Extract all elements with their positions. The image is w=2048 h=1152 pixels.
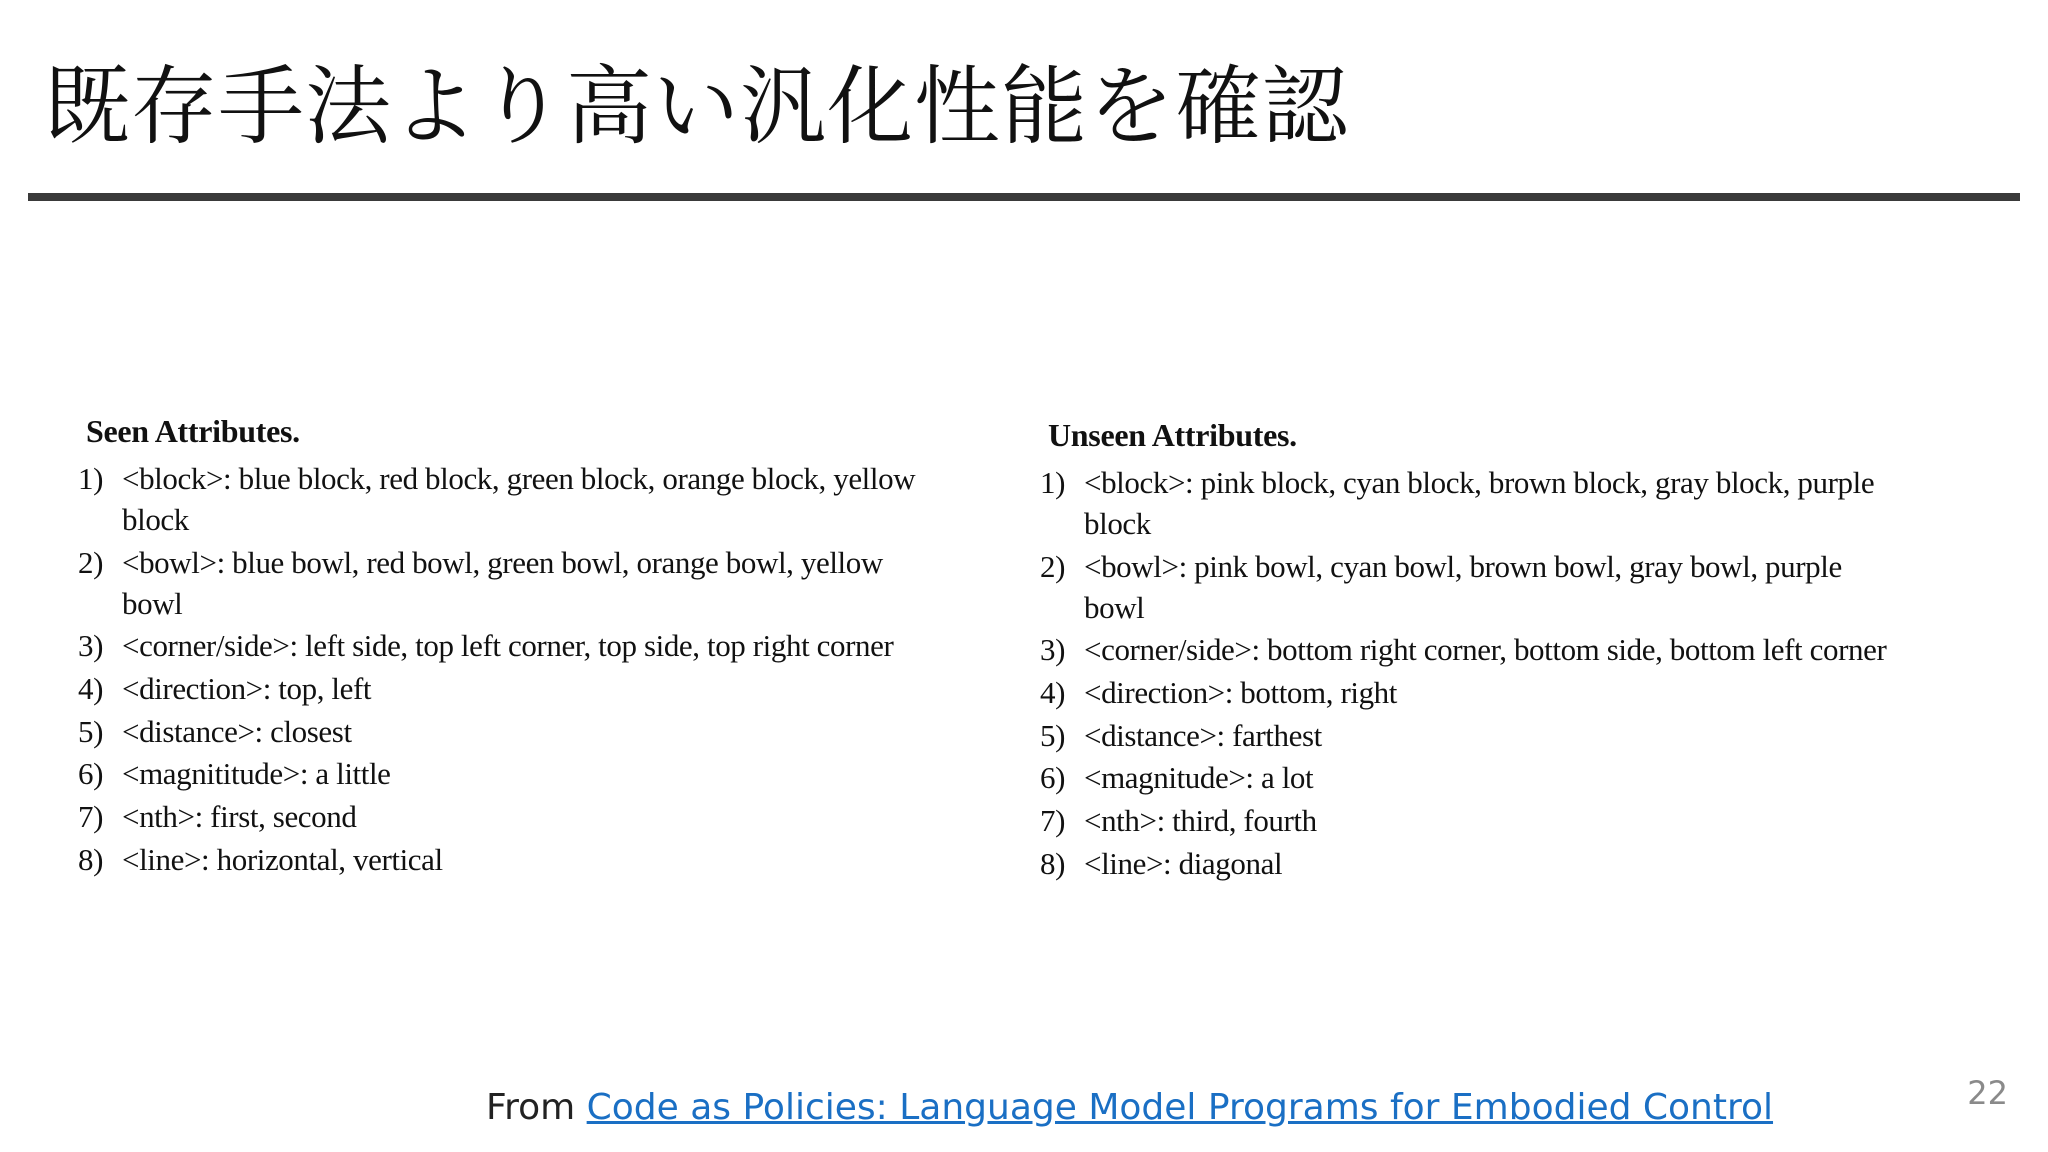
slide-title: 既存手法より高い汎化性能を確認 bbox=[44, 57, 1349, 157]
item-number: 1) bbox=[78, 461, 104, 496]
title-divider bbox=[28, 193, 2020, 201]
item-number: 3) bbox=[1040, 632, 1066, 668]
item-text: <corner/side>: bottom right corner, bottom side, bottom left corner bbox=[1084, 632, 1887, 668]
item-number: 2) bbox=[1040, 548, 1066, 584]
item-text: <direction>: bottom, right bbox=[1084, 675, 1397, 711]
list-item bbox=[78, 796, 938, 837]
citation-prefix: From bbox=[486, 1087, 587, 1128]
item-text: <magnitude>: a lot bbox=[1084, 760, 1314, 796]
item-number: 6) bbox=[1040, 760, 1066, 796]
list-item bbox=[1040, 546, 1900, 628]
list-item bbox=[78, 753, 938, 794]
list-item bbox=[1040, 757, 1900, 798]
unseen-attributes-panel bbox=[1040, 414, 1900, 886]
list-item bbox=[78, 711, 938, 752]
item-text: <block>: pink block, cyan block, brown block, gray block, purple block bbox=[1084, 465, 1875, 541]
item-number: 7) bbox=[1040, 803, 1066, 839]
seen-attributes-list bbox=[78, 458, 938, 880]
paper-link[interactable]: Code as Policies: Language Model Programs for Embodied Control bbox=[586, 1087, 1774, 1128]
item-number: 5) bbox=[78, 713, 104, 749]
item-number: 7) bbox=[78, 799, 104, 835]
item-number: 4) bbox=[1040, 675, 1066, 711]
list-item bbox=[1040, 843, 1900, 884]
item-number: 8) bbox=[78, 841, 104, 877]
item-text: <distance>: closest bbox=[122, 713, 352, 749]
item-text: <nth>: third, fourth bbox=[1084, 803, 1317, 839]
list-item bbox=[1040, 800, 1900, 841]
list-item bbox=[78, 458, 938, 540]
unseen-attributes-list bbox=[1040, 462, 1900, 884]
item-number: 2) bbox=[78, 544, 104, 580]
item-text: <line>: diagonal bbox=[1084, 845, 1283, 881]
item-number: 4) bbox=[78, 671, 104, 707]
seen-attributes-panel bbox=[78, 410, 938, 882]
item-text: <bowl>: blue bowl, red bowl, green bowl, orange bowl, yellow bowl bbox=[122, 544, 883, 621]
list-item bbox=[78, 668, 938, 709]
item-text: <bowl>: pink bowl, cyan bowl, brown bowl, gray bowl, purple bowl bbox=[1084, 548, 1842, 625]
item-number: 5) bbox=[1040, 717, 1066, 753]
item-text: <block>: blue block, red block, green block, orange block, yellow block bbox=[122, 461, 916, 537]
list-item bbox=[78, 542, 938, 624]
item-text: <line>: horizontal, vertical bbox=[122, 841, 443, 877]
list-item bbox=[78, 625, 938, 666]
item-text: <direction>: top, left bbox=[122, 671, 372, 707]
item-text: <magnititude>: a little bbox=[122, 756, 391, 792]
unseen-attributes-heading: Unseen Attributes. bbox=[1048, 417, 1297, 453]
item-number: 3) bbox=[78, 628, 104, 664]
list-item bbox=[1040, 715, 1900, 756]
list-item bbox=[78, 839, 938, 880]
list-item bbox=[1040, 462, 1900, 544]
item-text: <nth>: first, second bbox=[122, 799, 357, 835]
item-number: 8) bbox=[1040, 845, 1066, 881]
list-item bbox=[1040, 629, 1900, 670]
item-number: 1) bbox=[1040, 465, 1066, 500]
seen-attributes-heading: Seen Attributes. bbox=[86, 413, 300, 449]
item-text: <distance>: farthest bbox=[1084, 717, 1322, 753]
list-item bbox=[1040, 672, 1900, 713]
item-number: 6) bbox=[78, 756, 104, 792]
source-citation bbox=[486, 1085, 1773, 1131]
page-number: 22 bbox=[1967, 1074, 2008, 1112]
item-text: <corner/side>: left side, top left corner, top side, top right corner bbox=[122, 628, 894, 664]
